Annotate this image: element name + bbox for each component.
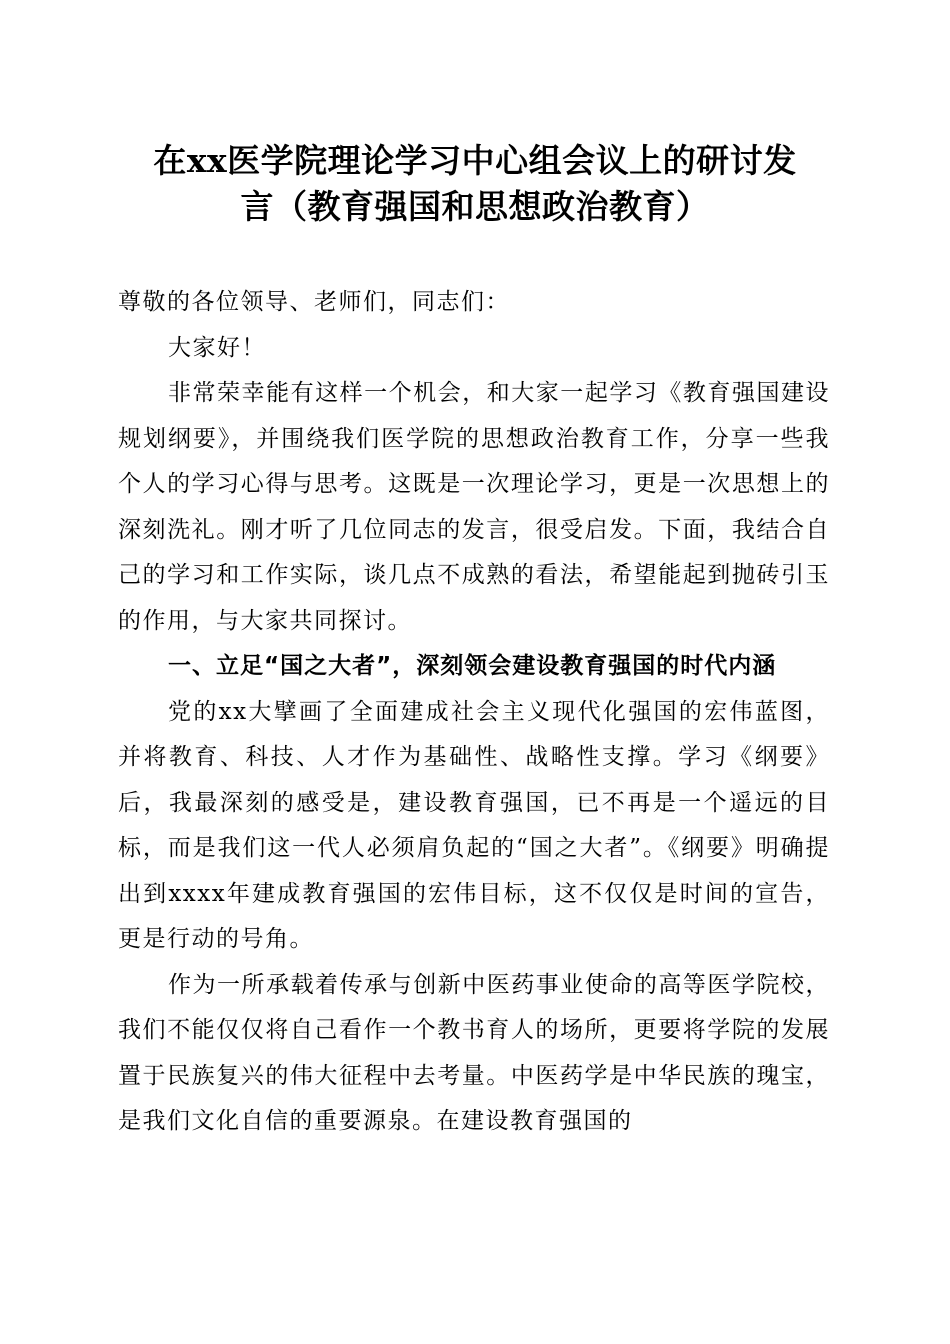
paragraph-2: 作为一所承载着传承与创新中医药事业使命的高等医学院校，我们不能仅仅将自己看作一个教书育人的场所，更要将学院的发展置于民族复兴的伟大征程中去考量。中医药学是中华民族的瑰宝，是我们文化自信的重要源泉。在建设教育强国的 (118, 971, 830, 1134)
document-body (118, 280, 830, 1145)
document-title (100, 138, 850, 230)
paragraph-1: 党的xx大擘画了全面建成社会主义现代化强国的宏伟蓝图，并将教育、科技、人才作为基础性、战略性支撑。学习《纲要》后，我最深刻的感受是，建设教育强国，已不再是一个遥远的目标，而是我们这一代人必须肩负起的“国之大者”。《纲要》明确提出到xxxx年建成教育强国的宏伟目标，这不仅仅是时间的宣告，更是行动的号角。 (118, 698, 830, 952)
title-line-2: 言（教育强国和思想政治教育） (240, 187, 710, 226)
section-heading-1: 一、立足“国之大者”，深刻领会建设教育强国的时代内涵 (168, 653, 777, 679)
paragraph-intro: 非常荣幸能有这样一个机会，和大家一起学习《教育强国建设规划纲要》，并围绕我们医学院的思想政治教育工作，分享一些我个人的学习心得与思考。这既是一次理论学习，更是一次思想上的深刻洗礼。刚才听了几位同志的发言，很受启发。下面，我结合自己的学习和工作实际，谈几点不成熟的看法，希望能起到抛砖引玉的作用，与大家共同探讨。 (118, 380, 830, 634)
greeting: 大家好！ (168, 334, 266, 361)
title-line-1: 在xx医学院理论学习中心组会议上的研讨发 (153, 141, 797, 180)
salutation: 尊敬的各位领导、老师们，同志们： (118, 289, 510, 315)
